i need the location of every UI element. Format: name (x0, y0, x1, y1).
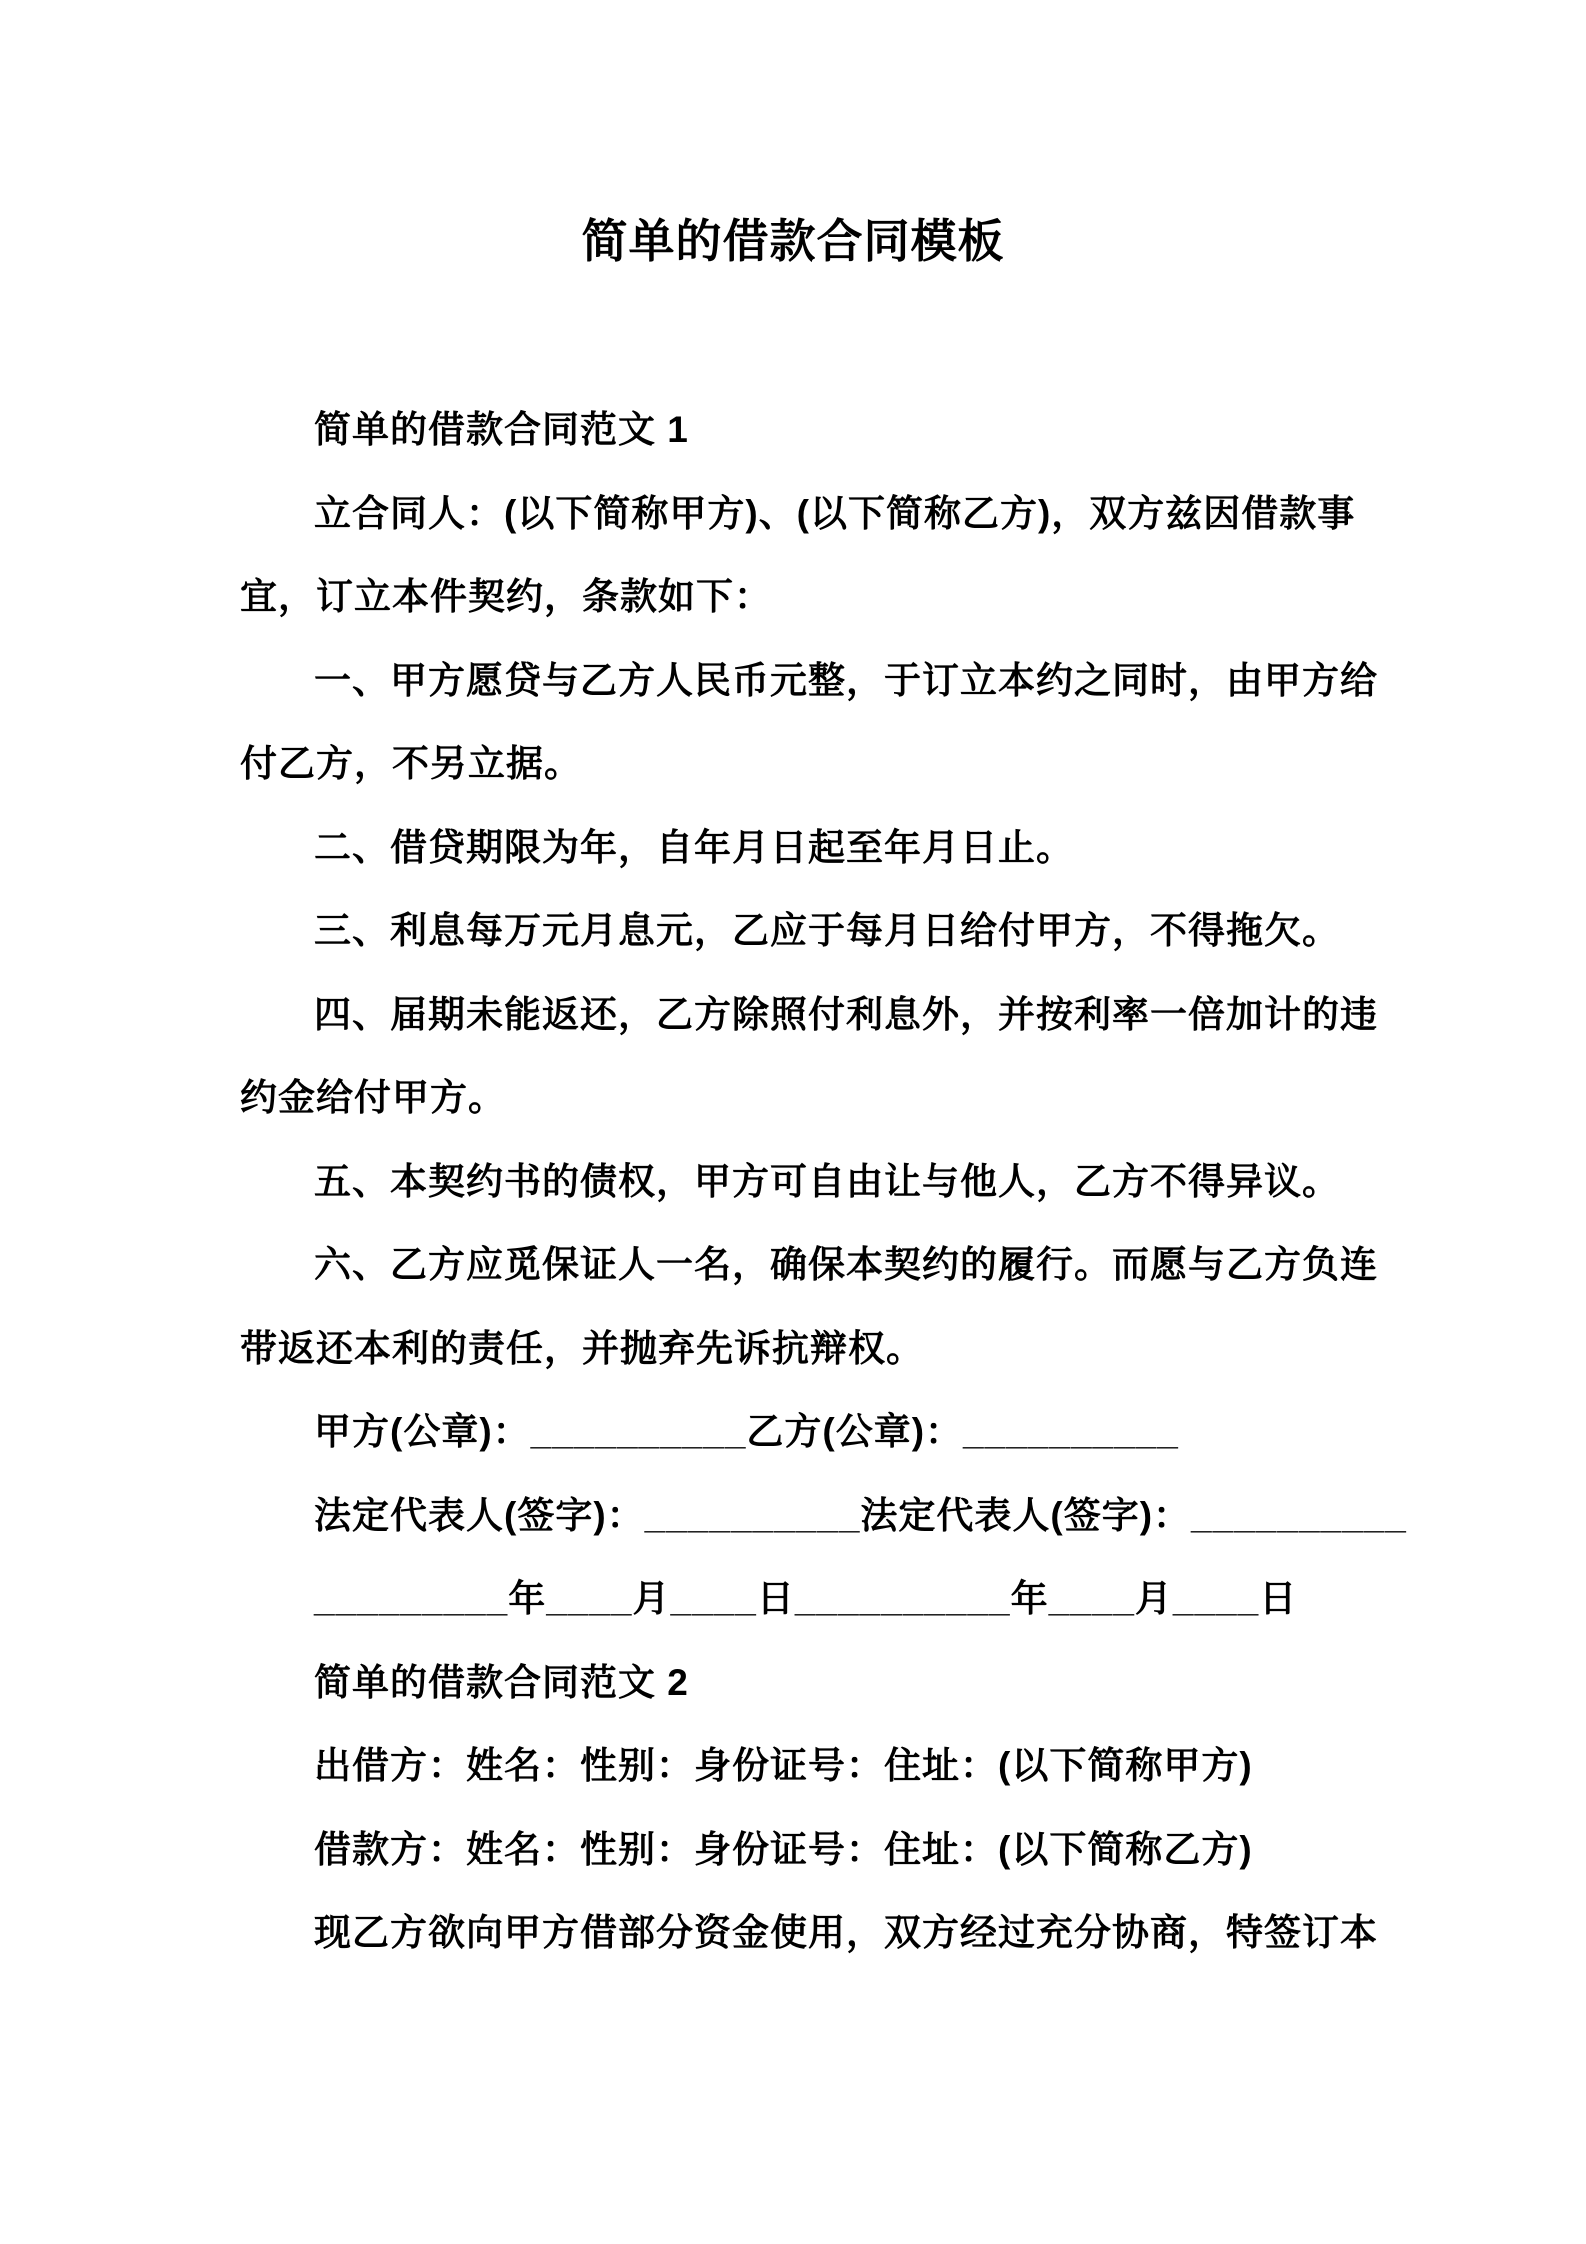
paragraph-line: 出借方：姓名：性别：身份证号：住址：(以下简称甲方) (314, 1745, 1253, 1786)
paragraph-line: 约金给付甲方。 (240, 1077, 506, 1118)
paragraph-line: 二、借贷期限为年，自年月日起至年月日止。 (314, 826, 1074, 868)
paragraph-line: 简单的借款合同范文 1 (314, 409, 689, 450)
paragraph-line: 带返还本利的责任，并抛弃先诉抗辩权。 (240, 1327, 924, 1369)
paragraph-line: 法定代表人(签字)：__________法定代表人(签字)：__________ (314, 1494, 1407, 1536)
document-title: 简单的借款合同模板 (581, 215, 1005, 267)
paragraph-line: 五、本契约书的债权，甲方可自由让与他人，乙方不得异议。 (314, 1160, 1340, 1202)
paragraph-line: _________年____月____日__________年____月____日 (314, 1578, 1298, 1619)
paragraph-line: 现乙方欲向甲方借部分资金使用，双方经过充分协商，特签订本 (314, 1912, 1378, 1953)
paragraph-line: 立合同人：(以下简称甲方)、(以下简称乙方)，双方兹因借款事 (314, 492, 1356, 534)
paragraph-line: 三、利息每万元月息元，乙应于每月日给付甲方，不得拖欠。 (314, 910, 1340, 951)
paragraph-line: 付乙方，不另立据。 (240, 743, 582, 784)
paragraph-line: 六、乙方应觅保证人一名，确保本契约的履行。而愿与乙方负连 (314, 1244, 1378, 1285)
paragraph-line: 四、届期未能返还，乙方除照付利息外，并按利率一倍加计的违 (314, 993, 1378, 1035)
paragraph-line: 甲方(公章)：__________乙方(公章)：__________ (314, 1411, 1179, 1452)
paragraph-line: 简单的借款合同范文 2 (314, 1661, 689, 1703)
paragraph-line: 宜，订立本件契约，条款如下： (240, 576, 772, 617)
paragraph-line: 借款方：姓名：性别：身份证号：住址：(以下简称乙方) (314, 1828, 1253, 1870)
paragraph-line: 一、甲方愿贷与乙方人民币元整，于订立本约之同时，由甲方给 (314, 659, 1378, 701)
